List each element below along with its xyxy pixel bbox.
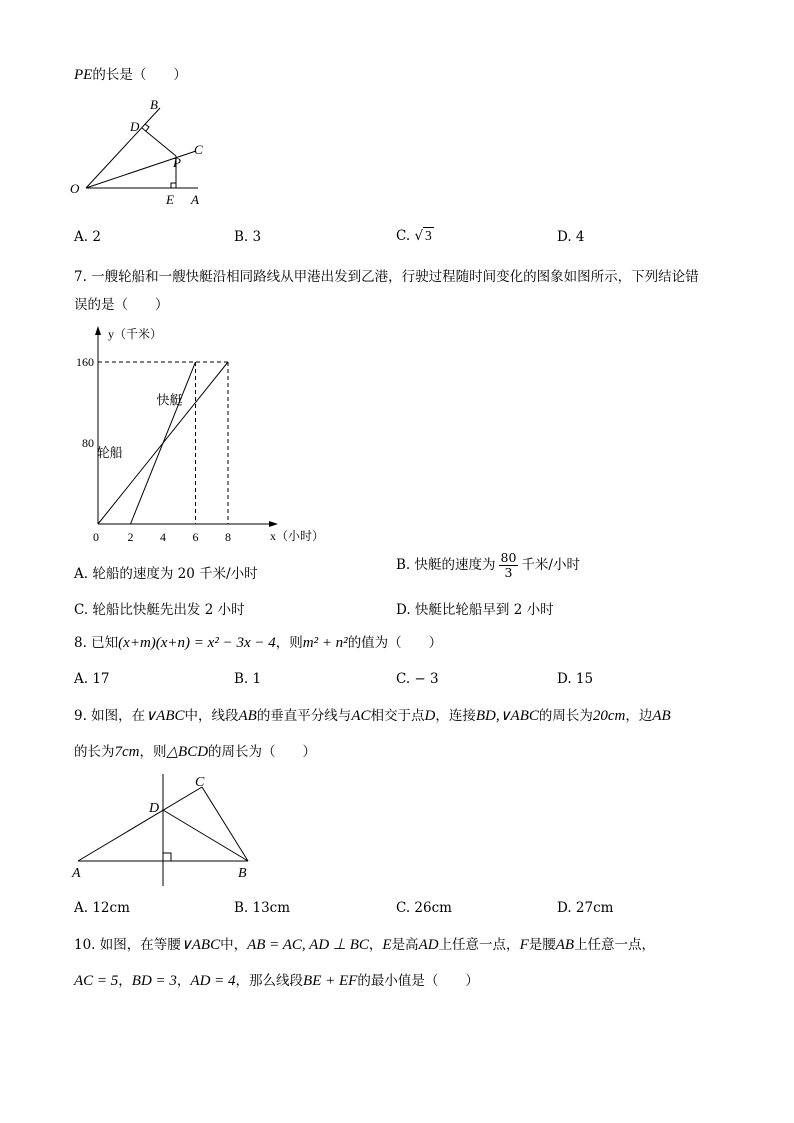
q7-option-b-numerator: 80 (500, 550, 517, 565)
q9-figure (62, 770, 262, 890)
q7-option-a[interactable]: A. 轮船的速度为 20 千米/小时 (74, 566, 258, 582)
q9-option-a[interactable]: A. 12cm (74, 900, 130, 916)
q8-prefix: 8. 已知 (74, 635, 119, 651)
q7-chart (68, 322, 338, 547)
q6-label-d: D (130, 119, 140, 134)
q7-stem-line1: 7. 一艘轮船和一艘快艇沿相同路线从甲港出发到乙港，行驶过程随时间变化的图象如图所示，下列结论错 (74, 269, 699, 285)
q9-tri2: △BCD (166, 744, 209, 760)
q9-t4: 相交于点 (370, 708, 425, 724)
q9-t9: ，则 (139, 744, 167, 760)
q6-seg-pd (142, 128, 176, 156)
x-tick-4: 4 (160, 530, 166, 544)
x-axis-label: x（小时） (270, 529, 325, 543)
q6-label-c: C (194, 142, 203, 157)
x-tick-6: 6 (192, 530, 199, 544)
q9-right-angle (163, 853, 171, 861)
q9-tri1: ∨ABC (145, 708, 185, 724)
q8-expr1: (x+m)(x+n) = x² − 3x − 4 (118, 635, 276, 651)
q8-option-c[interactable]: C. − 3 (396, 671, 439, 687)
y-axis-arrow (95, 326, 101, 335)
q9-label-d: D (149, 801, 160, 816)
q9-ab: AB (238, 708, 257, 724)
q6-option-c-prefix: C. (396, 228, 411, 244)
q10-t6: 是腰 (528, 937, 556, 953)
q7-option-c[interactable]: C. 轮船比快艇先出发 2 小时 (74, 602, 245, 618)
q10-t7: 上任意一点， (574, 937, 656, 953)
q10-ab: AB (555, 937, 575, 953)
q7-chart-layer (76, 326, 324, 544)
q7-stem-line2: 误的是（ ） (74, 297, 169, 313)
q10-t10: ，那么线段 (235, 973, 304, 989)
q10-t8: ， (118, 973, 132, 989)
q6-label-b: B (150, 97, 158, 112)
q10-t11: 的最小值是（ ） (357, 973, 479, 989)
q8-option-a[interactable]: A. 17 (74, 671, 110, 687)
q6-figure (60, 95, 220, 210)
q9-t3: 的垂直平分线与 (256, 708, 352, 724)
q9-option-b[interactable]: B. 13cm (234, 900, 291, 916)
q10-t1: 10. 如图，在等腰 (74, 937, 181, 953)
q9-t6: 的周长为 (538, 708, 593, 724)
x-axis-arrow (269, 521, 278, 527)
q10-t2: 中， (220, 937, 248, 953)
series-label-0: 快艇 (156, 392, 183, 408)
q6-option-c-radicand: 3 (425, 228, 432, 243)
q9-label-c: C (195, 775, 205, 790)
q8-stem (74, 634, 442, 652)
q9-label-a: A (72, 866, 81, 881)
q6-label-o: O (70, 181, 80, 196)
q10-bd: BD = 3 (131, 973, 177, 989)
x-tick-8: 8 (225, 530, 231, 544)
q10-f: F (519, 937, 529, 953)
q9-t5: ，连接 (435, 708, 476, 724)
q10-cond: AB = AC, AD ⊥ BC (247, 937, 369, 953)
q9-option-c[interactable]: C. 26cm (396, 900, 452, 916)
q9-stem-line1 (74, 707, 671, 725)
q10-t9: ， (176, 973, 191, 989)
q6-option-b[interactable]: B. 3 (234, 229, 262, 245)
q8-option-d[interactable]: D. 15 (557, 671, 594, 687)
q9-option-d[interactable]: D. 27cm (557, 900, 614, 916)
q10-e: E (382, 937, 392, 953)
q9-ablen: 7cm (114, 744, 140, 760)
q7-option-b[interactable] (396, 551, 580, 580)
q9-perimeter: 20cm (592, 708, 626, 724)
q6-option-c-sqrt: √ 3 (414, 228, 432, 244)
q7-option-b-suffix: 千米/小时 (521, 557, 580, 573)
q7-option-b-prefix: B. 快艇的速度为 (396, 557, 496, 573)
q8-option-b[interactable]: B. 1 (234, 671, 262, 687)
q7-option-b-fraction (499, 551, 519, 580)
q9-seg-db (163, 810, 248, 861)
q6-label-a: A (191, 192, 199, 207)
q6-option-d[interactable]: D. 4 (557, 229, 585, 245)
q9-ab2: AB (652, 708, 671, 724)
q8-expr2: m² + n² (302, 635, 348, 651)
q10-tri: ∨ABC (180, 937, 221, 953)
q6-right-angle-d (145, 124, 149, 131)
q6-label-p: P (173, 155, 181, 170)
q10-expr: BE + EF (303, 973, 358, 989)
q9-t1: 9. 如图，在 (74, 708, 146, 724)
x-tick-2: 2 (127, 530, 134, 544)
q10-t5: 上任意一点， (438, 937, 520, 953)
q6-right-angle-e (171, 183, 176, 188)
q9-seg-cb (202, 787, 248, 861)
q9-t10: 的周长为（ ） (208, 744, 317, 760)
q6-stem (74, 66, 187, 84)
q7-option-d[interactable]: D. 快艇比轮船早到 2 小时 (396, 602, 554, 618)
q8-suffix: 的值为（ ） (347, 635, 443, 651)
y-tick-80: 80 (82, 436, 94, 450)
q9-bd-abc: BD,∨ABC (475, 708, 539, 724)
q10-t3: ， (368, 937, 383, 953)
x-tick-0: 0 (93, 530, 99, 544)
q9-label-b: B (238, 866, 247, 881)
q10-t4: 是高 (391, 937, 419, 953)
q6-stem-var: PE (74, 67, 93, 83)
q6-option-a[interactable]: A. 2 (74, 229, 101, 245)
y-tick-160: 160 (76, 355, 94, 369)
y-axis-label: y（千米） (108, 327, 163, 341)
q9-seg-ac (78, 787, 202, 861)
q10-ad: AD (418, 937, 439, 953)
q6-option-c[interactable] (396, 228, 434, 244)
q9-d: D (424, 708, 436, 724)
q6-label-e: E (166, 192, 174, 207)
q9-t8: 的长为 (74, 744, 115, 760)
q9-t7: ，边 (625, 708, 653, 724)
q10-stem-line2 (74, 972, 479, 990)
q10-ac: AC = 5 (74, 973, 119, 989)
q10-stem-line1 (74, 936, 655, 954)
q9-t2: 中，线段 (184, 708, 239, 724)
q9-stem-line2 (74, 743, 316, 761)
series-line-1 (98, 362, 228, 524)
q7-option-b-denominator: 3 (504, 565, 513, 580)
q10-ad-len: AD = 4 (190, 973, 236, 989)
series-label-1: 轮船 (96, 445, 123, 461)
q9-ac: AC (351, 708, 371, 724)
q6-stem-text: 的长是（ ） (92, 67, 187, 83)
q8-mid: ，则 (275, 635, 303, 651)
